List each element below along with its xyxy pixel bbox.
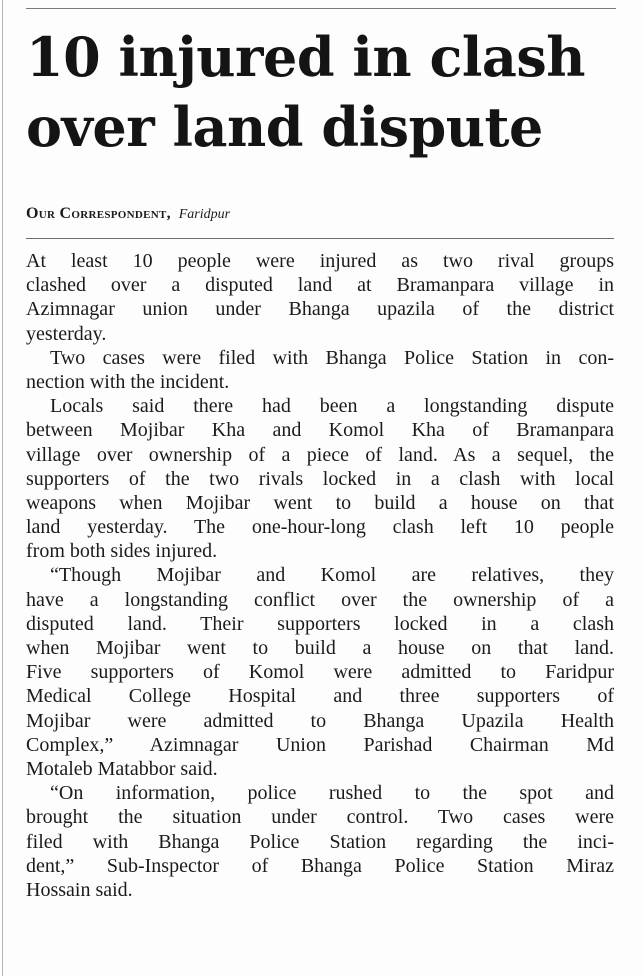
paragraph-line: Complex,” Azimnagar Union Parishad Chairman Md (26, 733, 614, 756)
paragraph-line: clashed over a disputed land at Bramanpara village in (26, 274, 614, 297)
article-paragraph (26, 563, 614, 781)
paragraph-line: filed with Bhanga Police Station regarding the inci- (26, 830, 614, 853)
paragraph-line: from both sides injured. (26, 540, 218, 563)
article-paragraph (26, 346, 614, 394)
headline-line: over land dispute (26, 95, 543, 159)
paragraph-line: Medical College Hospital and three supporters of (26, 685, 614, 708)
paragraph-line: Locals said there had been a longstanding dispute (50, 395, 614, 418)
article-paragraph (26, 394, 614, 563)
paragraph-line: Azimnagar union under Bhanga upazila of the district (26, 298, 614, 321)
article-paragraph (26, 781, 614, 902)
byline (26, 204, 616, 225)
paragraph-line: Motaleb Matabbor said. (26, 757, 218, 780)
paragraph-line: Mojibar were admitted to Bhanga Upazila Health (26, 709, 614, 732)
column-divider (2, 0, 3, 976)
byline-location: Faridpur (178, 207, 231, 222)
paragraph-line: village over ownership of a piece of land. As a sequel, the (26, 443, 614, 466)
paragraph-line: At least 10 people were injured as two rival groups (26, 250, 614, 272)
paragraph-line: between Mojibar Kha and Komol Kha of Bramanpara (26, 419, 614, 442)
byline-rule (26, 238, 614, 239)
paragraph-line: weapons when Mojibar went to build a house on that (26, 491, 614, 514)
article-body (26, 249, 614, 902)
paragraph-line: brought the situation under control. Two cases were (26, 806, 614, 829)
top-rule (26, 8, 616, 9)
paragraph-line: Hossain said. (26, 878, 133, 901)
paragraph-line: yesterday. (26, 322, 107, 345)
byline-correspondent: Our Correspondent, (26, 205, 171, 222)
paragraph-line: land yesterday. The one-hour-long clash left 10 people (26, 516, 614, 539)
paragraph-line: when Mojibar went to build a house on that land. (26, 637, 614, 659)
paragraph-line: disputed land. Their supporters locked in a clash (26, 612, 614, 635)
paragraph-line: Five supporters of Komol were admitted to Faridpur (26, 661, 614, 684)
paragraph-line: “On information, police rushed to the spot and (50, 782, 614, 805)
headline (26, 22, 626, 162)
paragraph-line: supporters of the two rivals locked in a clash with local (26, 467, 614, 490)
paragraph-line: “Though Mojibar and Komol are relatives, they (50, 564, 614, 587)
paragraph-line: Two cases were filed with Bhanga Police Station in con- (50, 346, 614, 369)
paragraph-line: nection with the incident. (26, 370, 230, 393)
paragraph-line: dent,” Sub-Inspector of Bhanga Police Station Miraz (26, 854, 614, 877)
paragraph-line: have a longstanding conflict over the ownership of a (26, 588, 614, 611)
headline-line: 10 injured in clash (26, 25, 586, 89)
article-paragraph (26, 249, 614, 346)
